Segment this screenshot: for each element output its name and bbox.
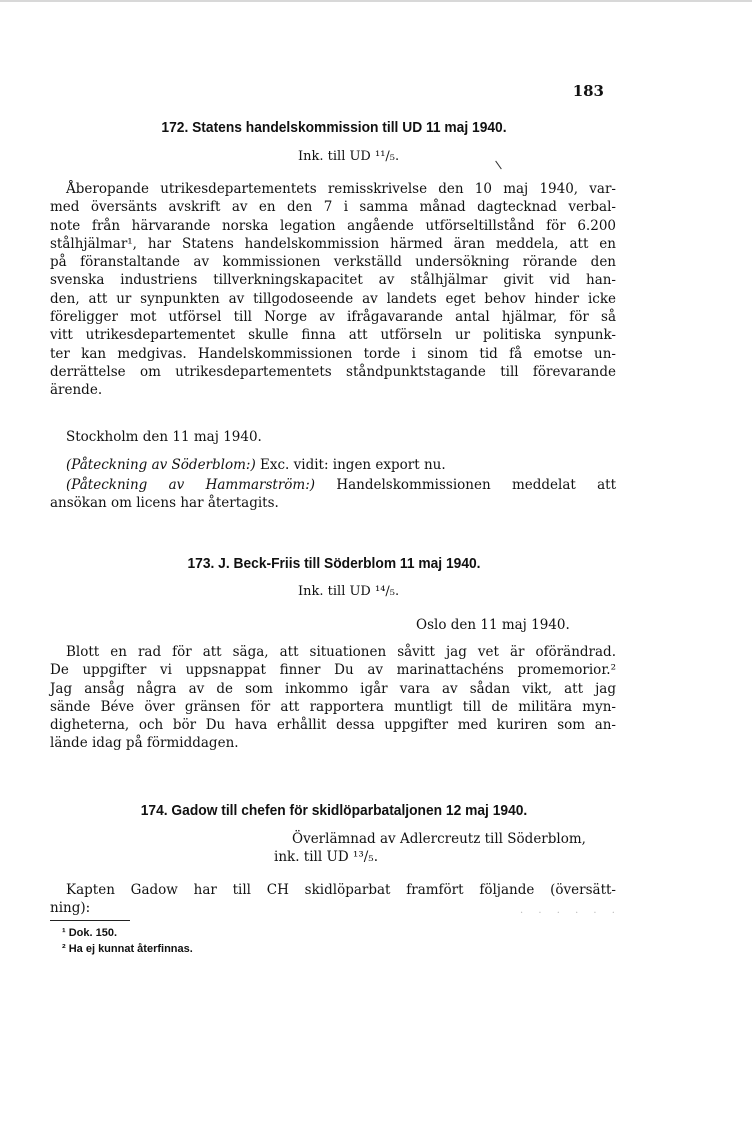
body-line: ärende. xyxy=(50,382,103,399)
doc-173-heading: 173. J. Beck-Friis till Söderblom 11 maj 1940. xyxy=(187,555,481,572)
note-text: Exc. vidit: ingen export nu. xyxy=(255,457,446,473)
body-line: svenska industriens tillverkningskapacitet av stålhjälmar givit vid han- xyxy=(50,272,616,289)
body-line: note från härvarande norska legation angående utförseltillstånd för 6.200 xyxy=(50,217,616,234)
body-line: lände idag på förmiddagen. xyxy=(50,735,239,752)
doc-173-receipt: Ink. till UD ¹⁴/₅. xyxy=(298,584,400,599)
body-line: den, att ur synpunkten av tillgodoseende av landets eget behov hinder icke xyxy=(50,290,616,307)
doc-174-receipt-line-1: Överlämnad av Adlercreutz till Söderblom, xyxy=(292,831,586,847)
body-line: ning): xyxy=(50,900,91,917)
note-line xyxy=(50,476,616,494)
footnote-1: ¹ Dok. 150. xyxy=(62,927,118,939)
doc-173-body xyxy=(50,643,616,753)
scan-specks: · · · · · · xyxy=(520,908,621,919)
scan-edge xyxy=(0,0,752,2)
body-line: Blott en rad för att säga, att situationen såvitt jag vet är oförändrad. xyxy=(66,644,616,660)
doc-172-note-2 xyxy=(50,476,616,513)
body-line: vitt utrikesdepartementet skulle finna att utförseln ur politiska synpunk- xyxy=(50,327,616,344)
body-line: ter kan medgivas. Handelskommissionen torde i sinom tid få emotse un- xyxy=(50,345,616,362)
doc-172-closing: Stockholm den 11 maj 1940. xyxy=(66,429,262,445)
note-line: ansökan om licens har återtagits. xyxy=(50,495,279,512)
body-line: sände Béve över gränsen för att rapportera muntligt till de militära myn- xyxy=(50,698,616,715)
body-line: Åberopande utrikesdepartementets remisskrivelse den 10 maj 1940, var- xyxy=(66,181,616,197)
doc-174-receipt-line-2: ink. till UD ¹³/₅. xyxy=(274,849,379,865)
note-label: (Påteckning av Söderblom:) xyxy=(66,457,256,473)
body-line: derrättelse om utrikesdepartementets ståndpunktstagande till förevarande xyxy=(50,363,616,380)
doc-172-note-1 xyxy=(66,457,446,473)
body-line: på föranstaltande av kommissionen verkställd undersökning rörande den xyxy=(50,254,616,271)
body-line: med översänts avskrift av en den 7 i samma månad dagtecknad verbal- xyxy=(50,199,616,216)
doc-172-receipt: Ink. till UD ¹¹/₅. xyxy=(298,149,400,164)
body-line: stålhjälmar¹, har Statens handelskommission härmed äran meddela, att en xyxy=(50,235,616,252)
footnote-rule xyxy=(50,920,130,921)
body-line: Jag ansåg några av de som inkommo igår vara av sådan vikt, att jag xyxy=(50,680,616,697)
body-line: Kapten Gadow har till CH skidlöparbat framfört följande (översätt- xyxy=(66,882,616,898)
doc-172-heading: 172. Statens handelskommission till UD 11 maj 1940. xyxy=(161,119,507,136)
page-number: 183 xyxy=(572,82,604,100)
footnote-2: ² Ha ej kunnat återfinnas. xyxy=(62,943,193,955)
pencil-mark xyxy=(495,161,502,170)
note-label: (Påteckning av Hammarström:) xyxy=(66,477,316,493)
body-line: digheterna, och bör Du hava erhållit dessa uppgifter med kuriren som an- xyxy=(50,717,616,734)
note-text: Handelskommissionen meddelat att xyxy=(315,477,616,493)
doc-173-place-date: Oslo den 11 maj 1940. xyxy=(416,617,570,633)
doc-172-body xyxy=(50,180,616,400)
body-line: De uppgifter vi uppsnappat finner Du av marinattachéns promemorior.² xyxy=(50,662,616,679)
body-line: föreligger mot utförsel till Norge av ifrågavarande antal hjälmar, för så xyxy=(50,309,616,326)
doc-174-heading: 174. Gadow till chefen för skidlöparbataljonen 12 maj 1940. xyxy=(140,802,528,819)
